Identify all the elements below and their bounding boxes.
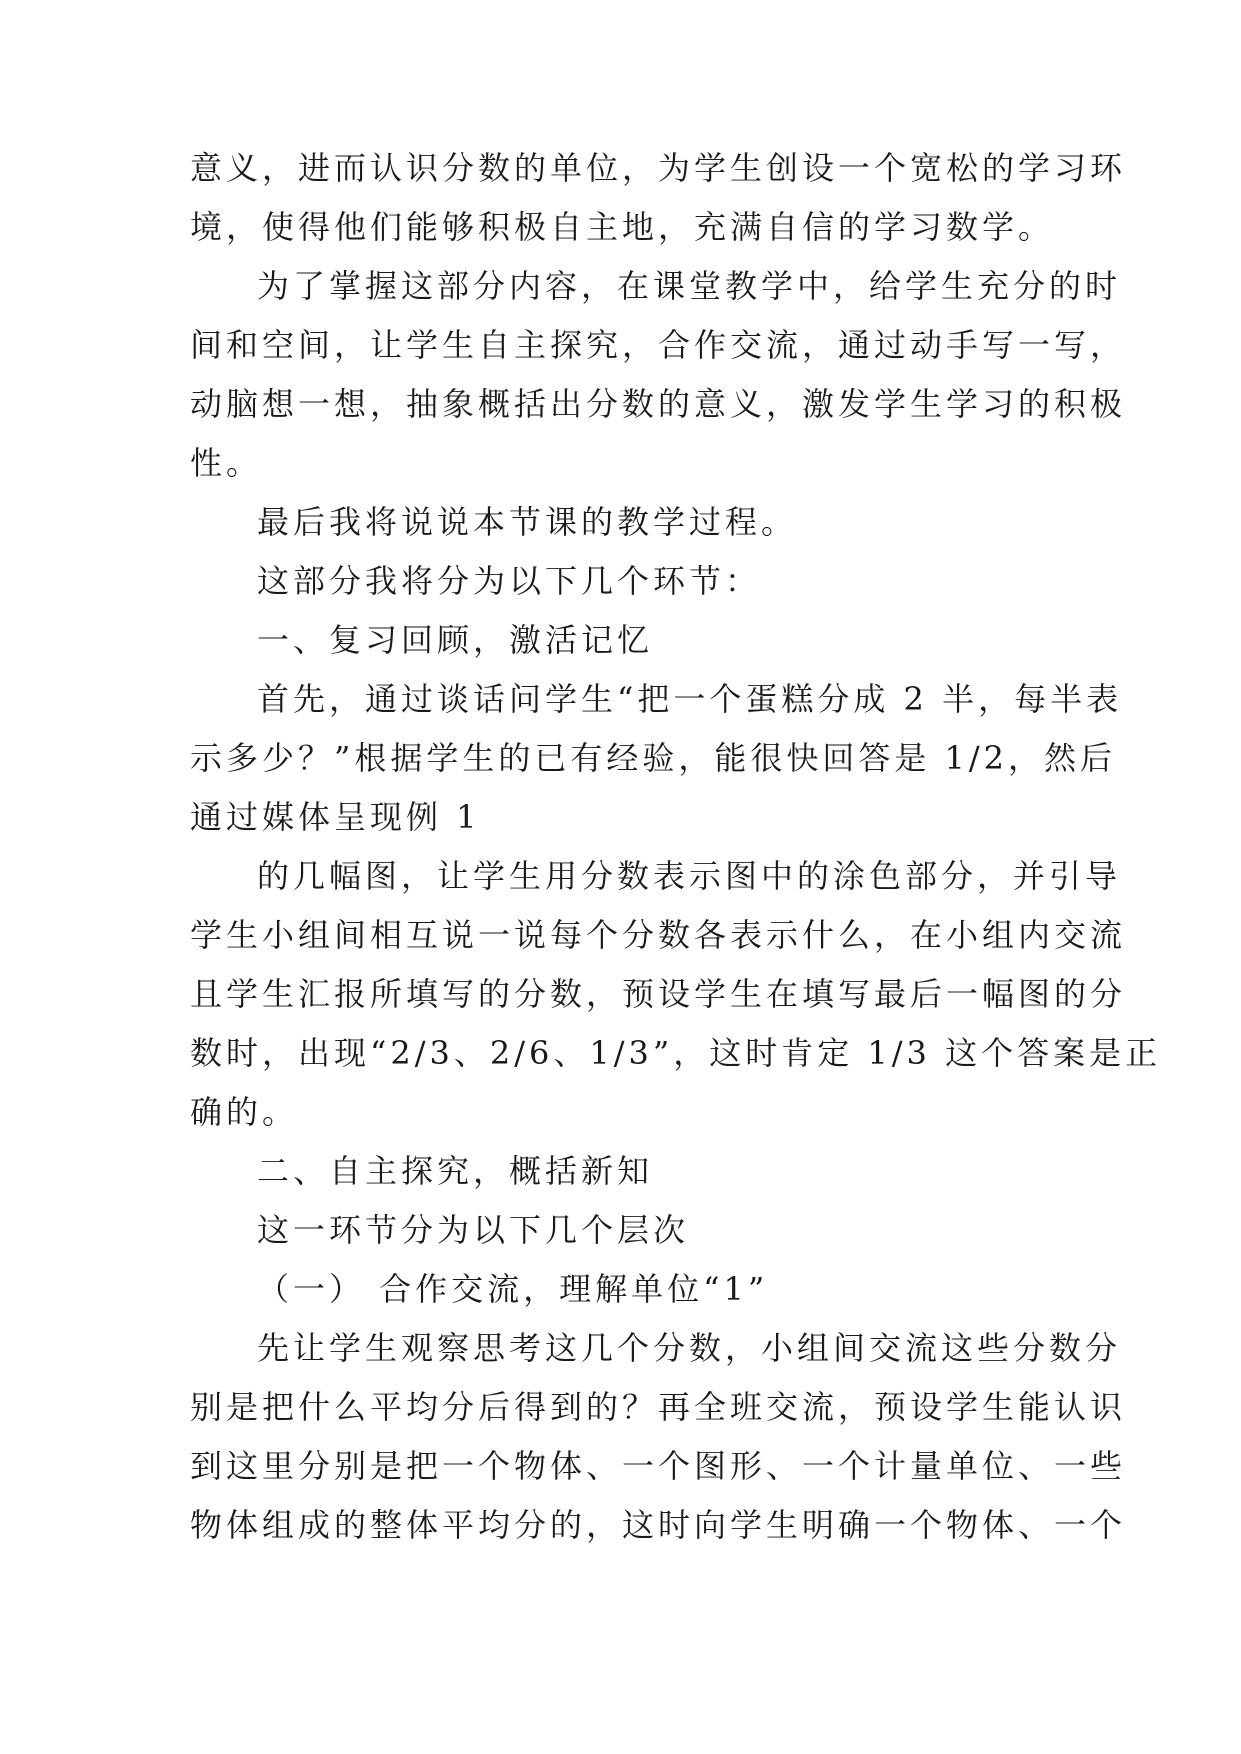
text-line: 为了掌握这部分内容，在课堂教学中，给学生充分的时 — [257, 267, 1122, 305]
text-line: 且学生汇报所填写的分数，预设学生在填写最后一幅图的分 — [190, 975, 1127, 1013]
text-line: 这一环节分为以下几个层次 — [257, 1211, 690, 1249]
text-line: 性。 — [190, 444, 263, 482]
text-line: 动脑想一想，抽象概括出分数的意义，激发学生学习的积极 — [190, 385, 1127, 423]
subsection-heading: （一） 合作交流，理解单位“1” — [257, 1270, 769, 1308]
text-line: 的几幅图，让学生用分数表示图中的涂色部分，并引导 — [257, 857, 1122, 895]
text-line: 间和空间，让学生自主探究，合作交流，通过动手写一写， — [190, 326, 1127, 364]
text-line: 学生小组间相互说一说每个分数各表示什么，在小组内交流 — [190, 916, 1127, 954]
text-line: 数时，出现“2/3、2/6、1/3”，这时肯定 1/3 这个答案是正 — [190, 1034, 1162, 1072]
text-line: 通过媒体呈现例 1 — [190, 798, 481, 836]
text-line: 首先，通过谈话问学生“把一个蛋糕分成 2 半，每半表 — [257, 680, 1123, 718]
text-line: 物体组成的整体平均分的，这时向学生明确一个物体、一个 — [190, 1506, 1127, 1544]
section-heading: 一、复习回顾，激活记忆 — [257, 621, 654, 659]
text-line: 示多少？”根据学生的已有经验，能很快回答是 1/2，然后 — [190, 739, 1117, 777]
text-line: 意义，进而认识分数的单位，为学生创设一个宽松的学习环 — [190, 149, 1127, 187]
text-line: 先让学生观察思考这几个分数，小组间交流这些分数分 — [257, 1329, 1122, 1367]
text-line: 别是把什么平均分后得到的？再全班交流，预设学生能认识 — [190, 1388, 1127, 1426]
text-line: 这部分我将分为以下几个环节： — [257, 562, 762, 600]
text-line: 确的。 — [190, 1093, 299, 1131]
section-heading: 二、自主探究，概括新知 — [257, 1152, 654, 1190]
text-line: 最后我将说说本节课的教学过程。 — [257, 503, 798, 541]
text-line: 境，使得他们能够积极自主地，充满自信的学习数学。 — [190, 208, 1055, 246]
text-line: 到这里分别是把一个物体、一个图形、一个计量单位、一些 — [190, 1447, 1127, 1485]
